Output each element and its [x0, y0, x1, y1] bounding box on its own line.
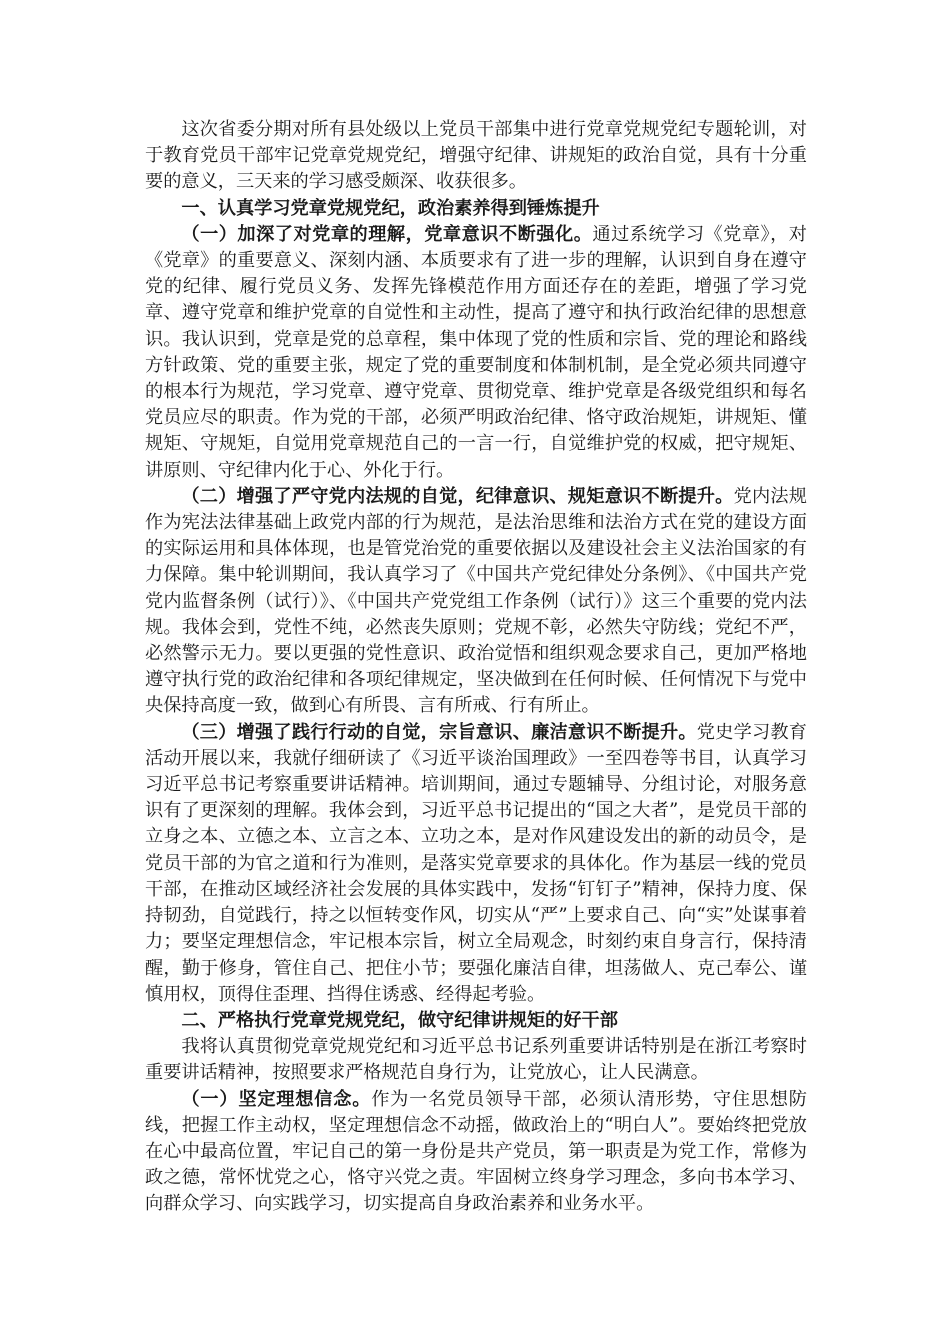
section-2-intro: 我将认真贯彻党章党规党纪和习近平总书记系列重要讲话特别是在浙江考察时重要讲话精神，按照要求严格规范自身行为，让党放心，让人民满意。: [145, 1036, 807, 1084]
item-lead: （二）增强了严守党内法规的自觉，纪律意识、规矩意识不断提升。: [181, 485, 734, 507]
document-page: [145, 117, 807, 1218]
section-1-item-3: [145, 720, 807, 1008]
item-body: 党史学习教育活动开展以来，我就仔细研读了《习近平谈治国理政》一至四卷等书目，认真学习习近平总书记考察重要讲话精神。培训期间，通过专题辅导、分组讨论，对服务意识有了更深刻的理解。我体会到，习近平总书记提出的“国之大者”，是党员干部的立身之本、立德之本、立言之本、立功之本，是对作风建设发出的新的动员令，是党员干部的为官之道和行为准则，是落实党章要求的具体化。作为基层一线的党员干部，在推动区域经济社会发展的具体实践中，发扬“钉钉子”精神，保持力度、保持韧劲，自觉践行，持之以恒转变作风，切实从“严”上要求自己、向“实”处谋事着力；要坚定理想信念，牢记根本宗旨，树立全局观念，时刻约束自身言行，保持清醒，勤于修身，管住自己、把住小节；要强化廉洁自律，坦荡做人、克己奉公、谨慎用权，顶得住歪理、挡得住诱惑、经得起考验。: [145, 721, 807, 1005]
item-lead: （一）加深了对党章的理解，党章意识不断强化。: [181, 223, 593, 245]
section-2-item-1: [145, 1087, 807, 1218]
item-lead: （三）增强了践行行动的自觉，宗旨意识、廉洁意识不断提升。: [181, 721, 697, 743]
intro-paragraph: 这次省委分期对所有县处级以上党员干部集中进行党章党规党纪专题轮训，对于教育党员干部牢记党章党规党纪，增强守纪律、讲规矩的政治自觉，具有十分重要的意义，三天来的学习感受颇深、收获很多。: [145, 119, 807, 193]
item-body: 党内法规作为宪法法律基础上政党内部的行为规范，是法治思维和法治方式在党的建设方面的实际运用和具体体现，也是管党治党的重要依据以及建设社会主义法治国家的有力保障。集中轮训期间，我认真学习了《中国共产党纪律处分条例》、《中国共产党党内监督条例（试行）》、《中国共产党党组工作条例（试行）》这三个重要的党内法规。我体会到，党性不纯，必然丧失原则；党规不彰，必然失守防线；党纪不严，必然警示无力。要以更强的党性意识、政治觉悟和组织观念要求自己，更加严格地遵守执行党的政治纪律和各项纪律规定，坚决做到在任何时候、任何情况下与党中央保持高度一致，做到心有所畏、言有所戒、行有所止。: [145, 485, 807, 717]
section-2-heading: 二、严格执行党章党规党纪，做守纪律讲规矩的好干部: [181, 1009, 618, 1031]
section-1-item-2: [145, 484, 807, 720]
section-1-heading: 一、认真学习党章党规党纪，政治素养得到锤炼提升: [181, 197, 600, 219]
item-body: 通过系统学习《党章》，对《党章》的重要意义、深刻内涵、本质要求有了进一步的理解，认识到自身在遵守党的纪律、履行党员义务、发挥先锋模范作用方面还存在的差距，增强了学习党章、遵守党章和维护党章的自觉性和主动性，提高了遵守和执行政治纪律的思想意识。我认识到，党章是党的总章程，集中体现了党的性质和宗旨、党的理论和路线方针政策、党的重要主张，规定了党的重要制度和体制机制，是全党必须共同遵守的根本行为规范，学习党章、遵守党章、贯彻党章、维护党章是各级党组织和每名党员应尽的职责。作为党的干部，必须严明政治纪律、恪守政治规矩，讲规矩、懂规矩、守规矩，自觉用党章规范自己的一言一行，自觉维护党的权威，把守规矩、讲原则、守纪律内化于心、外化于行。: [145, 223, 807, 481]
section-1-item-1: [145, 222, 807, 484]
item-body: 作为一名党员领导干部，必须认清形势，守住思想防线，把握工作主动权，坚定理想信念不动摇，做政治上的“明白人”。要始终把党放在心中最高位置，牢记自己的第一身份是共产党员，第一职责是为党工作，常修为政之德，常怀忧党之心，恪守兴党之责。牢固树立终身学习理念，多向书本学习、向群众学习、向实践学习，切实提高自身政治素养和业务水平。: [145, 1088, 807, 1215]
item-lead: （一）坚定理想信念。: [181, 1088, 372, 1110]
